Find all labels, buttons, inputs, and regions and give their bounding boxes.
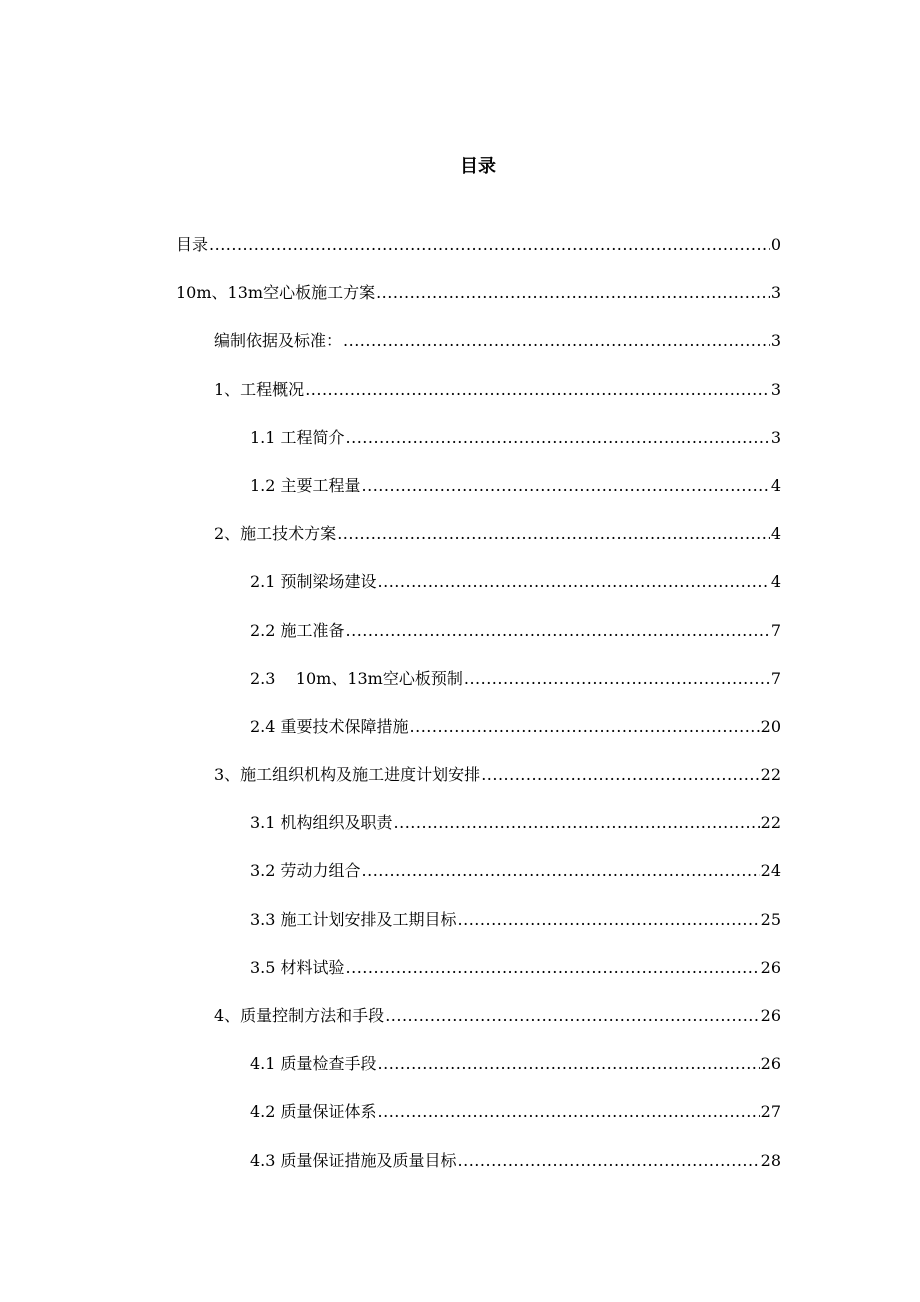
dot-leader xyxy=(362,856,760,886)
toc-entry[interactable] xyxy=(0,1097,920,1145)
toc-entry[interactable] xyxy=(0,905,920,953)
toc-entry-label: 目录 xyxy=(176,235,209,254)
dot-leader xyxy=(346,423,770,453)
toc-entry[interactable] xyxy=(0,567,920,615)
dot-leader xyxy=(394,808,760,838)
toc-entry[interactable] xyxy=(0,326,920,374)
toc-entry-label: 4.1 质量检查手段 xyxy=(250,1054,377,1074)
toc-entry-page: 3 xyxy=(770,283,781,303)
dot-leader xyxy=(343,326,770,356)
toc-entry-page: 26 xyxy=(760,957,781,977)
toc-entry-page: 26 xyxy=(760,1054,781,1074)
toc-entry[interactable] xyxy=(0,1146,920,1194)
dot-leader xyxy=(481,760,759,790)
toc-entry[interactable] xyxy=(0,278,920,326)
dot-leader xyxy=(458,1146,760,1176)
dot-leader xyxy=(362,471,770,501)
toc-entry[interactable] xyxy=(0,712,920,760)
toc-entry-page: 26 xyxy=(760,1006,781,1025)
toc-entry-page: 7 xyxy=(770,668,781,688)
toc-entry[interactable] xyxy=(0,1049,920,1097)
toc-entry-page: 4 xyxy=(770,475,781,495)
toc-title: 目录 xyxy=(460,156,496,177)
dot-leader xyxy=(346,616,770,646)
toc-entry-label: 2.2 施工准备 xyxy=(250,620,345,640)
dot-leader xyxy=(458,905,760,935)
toc-entry-page: 4 xyxy=(770,524,781,544)
toc-entry-label: 编制依据及标准： xyxy=(214,331,343,351)
toc-entry-label: 4.3 质量保证措施及质量目标 xyxy=(250,1150,457,1170)
toc-entry-page: 3 xyxy=(770,331,781,351)
toc-entry-label: 3.2 劳动力组合 xyxy=(250,861,361,881)
toc-entry-label: 2.1 预制梁场建设 xyxy=(250,572,377,592)
toc-entry-page: 20 xyxy=(760,716,781,736)
toc-entry-label: 1.2 主要工程量 xyxy=(250,475,361,495)
dot-leader xyxy=(378,1049,760,1079)
dot-leader xyxy=(376,278,770,308)
toc-entry[interactable] xyxy=(0,519,920,567)
toc-entry-label: 3.3 施工计划安排及工期目标 xyxy=(250,909,457,929)
toc-entry[interactable] xyxy=(0,760,920,808)
toc-entry-page: 0 xyxy=(770,235,781,254)
toc-entry-label: 3、施工组织机构及施工进度计划安排 xyxy=(214,765,481,785)
toc-entry-label: 4.2 质量保证体系 xyxy=(250,1102,377,1122)
toc-entry[interactable] xyxy=(0,1001,920,1049)
toc-entry-label: 10m、13m空心板施工方案 xyxy=(176,283,376,303)
toc-entry[interactable] xyxy=(0,471,920,519)
toc-entry-page: 4 xyxy=(770,572,781,592)
toc-entry[interactable] xyxy=(0,375,920,423)
toc-entry-page: 3 xyxy=(770,379,781,399)
dot-leader xyxy=(209,230,770,260)
toc-entry-page: 22 xyxy=(760,813,781,833)
toc-entry-label: 1.1 工程简介 xyxy=(250,427,345,447)
toc-entry-label: 2、施工技术方案 xyxy=(214,524,337,544)
toc-entry-page: 3 xyxy=(770,427,781,447)
toc-entry[interactable] xyxy=(0,423,920,471)
toc-entry-page: 28 xyxy=(760,1150,781,1170)
dot-leader xyxy=(378,567,770,597)
toc-entry[interactable] xyxy=(0,616,920,664)
toc-entry-label: 2.4 重要技术保障措施 xyxy=(250,716,409,736)
toc-entry[interactable] xyxy=(0,808,920,856)
toc-entry[interactable] xyxy=(0,856,920,904)
toc-entry-page: 24 xyxy=(760,861,781,881)
dot-leader xyxy=(378,1097,760,1127)
toc-entry-page: 7 xyxy=(770,620,781,640)
toc-entry[interactable] xyxy=(0,664,920,712)
toc-entry-label: 2.3 10m、13m空心板预制 xyxy=(250,668,463,688)
toc-entry-page: 27 xyxy=(760,1102,781,1122)
toc-entry-label: 1、工程概况 xyxy=(214,379,305,399)
toc-entry-label: 3.5 材料试验 xyxy=(250,957,345,977)
dot-leader xyxy=(464,664,770,694)
toc-entry-label: 3.1 机构组织及职责 xyxy=(250,813,393,833)
dot-leader xyxy=(385,1001,759,1031)
dot-leader xyxy=(410,712,760,742)
table-of-contents xyxy=(0,230,920,1194)
toc-entry-label: 4、质量控制方法和手段 xyxy=(214,1006,385,1025)
toc-entry[interactable] xyxy=(0,953,920,1001)
toc-entry-page: 25 xyxy=(760,909,781,929)
toc-entry-page: 22 xyxy=(760,765,781,785)
dot-leader xyxy=(346,953,760,983)
toc-entry[interactable] xyxy=(0,230,920,278)
dot-leader xyxy=(337,519,770,549)
dot-leader xyxy=(305,375,770,405)
